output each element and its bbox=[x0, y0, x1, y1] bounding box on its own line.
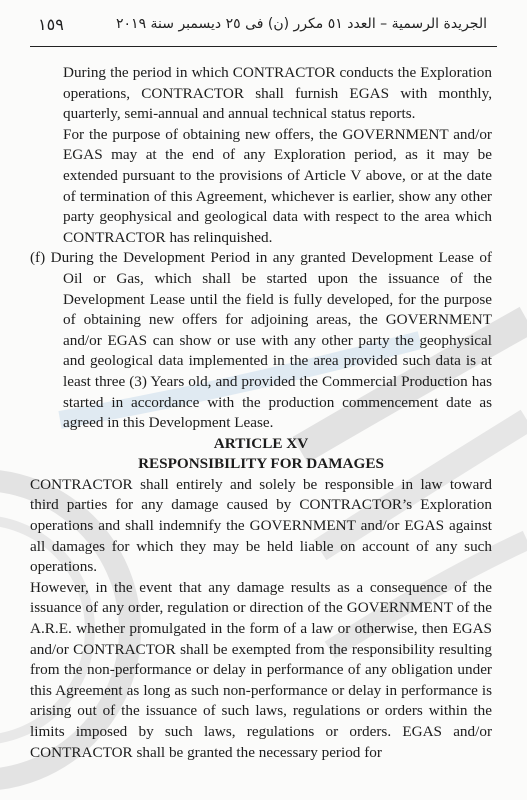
header-rule bbox=[30, 46, 497, 47]
document-body bbox=[30, 63, 492, 763]
paragraph-exemption: However, in the event that any damage results as a consequence of the issuance of any order, regulation or direction of the GOVERNMENT of the A.R.E. whether promulgated in the form of a law or otherwise, then EGAS and/or CONTRACTOR shall be exempted from the responsibility resulting from the non-performance or delay in performance of any obligation under this Agreement as long as such non-performance or delay in performance is arising out of the issuance of such laws, regulations or orders within the limits imposed by such laws, regulations or orders. EGAS and/or CONTRACTOR shall be granted the necessary period for bbox=[30, 578, 492, 761]
gazette-title: الجريدة الرسمية – العدد ٥١ مكرر (ن) فى ٢٥ ديسمبر سنة ٢٠١٩ bbox=[116, 16, 487, 32]
paragraph-reports: During the period in which CONTRACTOR conducts the Exploration operations, CONTRACTOR shall furnish EGAS with monthly, quarterly, semi-annual and annual technical status reports. bbox=[63, 64, 492, 123]
article-title: RESPONSIBILITY FOR DAMAGES bbox=[138, 455, 384, 473]
paragraph-responsibility: CONTRACTOR shall entirely and solely be responsible in law toward third parties for any damage caused by CONTRACTOR’s Exploration operations and shall indemnify the GOVERNMENT and/or EGAS against all damages for which they may be held liable on account of any such operations. bbox=[30, 475, 492, 576]
paragraph-new-offers: For the purpose of obtaining new offers, the GOVERNMENT and/or EGAS may at the end of any Exploration period, as it may be extended pursuant to the provisions of Article V above, or at the date of termination of this Agreement, whichever is earlier, show any other party geophysical and geological data with respect to the area which CONTRACTOR has relinquished. bbox=[63, 125, 492, 246]
paragraph-item-f: (f) During the Development Period in any granted Development Lease of Oil or Gas, which shall be started upon the issuance of the Development Lease until the field is fully developed, for the purpose of obtaining new offers for adjoining areas, the GOVERNMENT and/or EGAS can show or use with any other party the geophysical and geological data implemented in the area provided such data is at least three (3) Years old, and provided the Commercial Production has started in accordance with the production commencement date as agreed in this Development Lease. bbox=[30, 249, 492, 432]
page-header bbox=[38, 12, 487, 36]
article-number: ARTICLE XV bbox=[213, 434, 309, 452]
page-number: ١٥٩ bbox=[38, 14, 64, 34]
